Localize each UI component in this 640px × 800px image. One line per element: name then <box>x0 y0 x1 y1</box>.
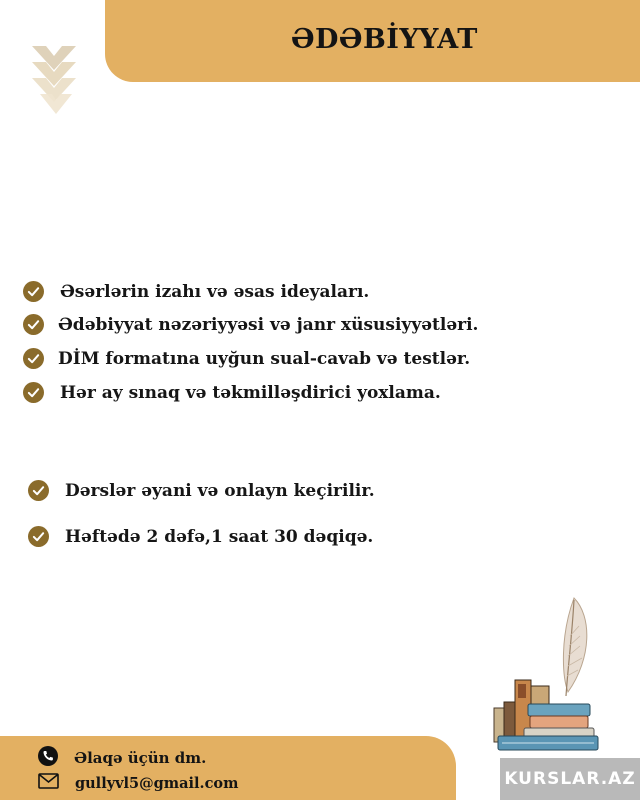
feature-text: Ədəbiyyat nəzəriyyəsi və janr xüsusiyyətləri. <box>58 314 479 335</box>
check-circle-icon <box>23 314 44 335</box>
chevron-stack-icon <box>30 44 78 116</box>
check-circle-icon <box>23 281 44 302</box>
feature-item-4 <box>23 382 441 403</box>
check-circle-icon <box>28 526 49 547</box>
contact-label-row <box>38 746 206 770</box>
contact-email-row <box>38 773 238 793</box>
contact-label: Əlaqə üçün dm. <box>74 749 207 767</box>
detail-item-1 <box>28 480 375 501</box>
check-circle-icon <box>23 382 44 403</box>
feature-item-2 <box>23 314 478 335</box>
watermark-logo: KURSLAR.AZ <box>500 758 640 800</box>
feature-text: Əsərlərin izahı və əsas ideyaları. <box>60 281 370 302</box>
check-circle-icon <box>23 348 44 369</box>
detail-text: Həftədə 2 dəfə,1 saat 30 dəqiqə. <box>65 526 374 547</box>
feature-text: DİM formatına uyğun sual-cavab və testlər. <box>58 348 471 369</box>
phone-icon <box>38 746 58 770</box>
feature-text: Hər ay sınaq və təkmilləşdirici yoxlama. <box>60 382 441 403</box>
mail-icon <box>38 773 59 793</box>
feature-item-1 <box>23 281 369 302</box>
header-banner <box>105 0 640 82</box>
detail-text: Dərslər əyani və onlayn keçirilir. <box>65 480 375 501</box>
contact-email[interactable]: gullyvl5@gmail.com <box>75 774 239 792</box>
feature-item-3 <box>23 348 470 369</box>
detail-item-2 <box>28 526 373 547</box>
check-circle-icon <box>28 480 49 501</box>
books-quill-illustration <box>488 596 604 756</box>
page-title: ƏDƏBİYYAT <box>291 24 478 55</box>
